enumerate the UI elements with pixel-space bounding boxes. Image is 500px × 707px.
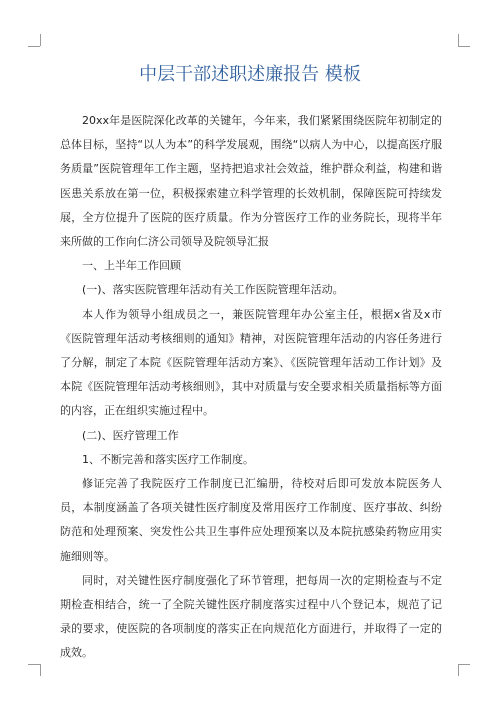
- subsection-heading-management-year: (一)、落实医院管理年活动有关工作医院管理年活动。: [82, 283, 344, 297]
- item-heading-system: 1、不断完善和落实医疗工作制度。: [82, 452, 254, 466]
- section-heading-review: 一、上半年工作回顾: [82, 259, 181, 273]
- document-body: [60, 109, 442, 666]
- paragraph-system-revision: 修证完善了我院医疗工作制度已汇编册，待校对后即可发放本院医务人员，本制度涵盖了各项关键性医疗制度及常用医疗工作制度、医疗事故、纠纷防范和处理预案、突发性公共卫生事件应处理预案以及本院抗感染药物应用实施细则等。: [60, 477, 442, 563]
- subsection-heading-medical-management: (二)、医疗管理工作: [82, 428, 179, 442]
- paragraph-management-year: 本人作为领导小组成员之一，兼医院管理年办公室主任，根据x省及x市《医院管理年活动考核细则的通知》精神，对医院管理年活动的内容任务进行了分解，制定了本院《医院管理年活动方案》、《医院管理年活动工作计划》及本院《医院管理年活动考核细则》，其中对质量与安全要求相关质量指标等方面的内容，正在组织实施过程中。: [60, 307, 442, 418]
- paragraph-process-management: 同时，对关键性医疗制度强化了环节管理，把每周一次的定期检查与不定期检查相结合，统一了全院关键性医疗制度落实过程中八个登记本，规范了记录的要求，使医院的各项制度的落实正在向规范化方面进行，并取得了一定的成效。: [60, 573, 442, 660]
- document-title: 中层干部述职述廉报告 模板: [139, 64, 361, 85]
- paragraph-intro: 20xx年是医院深化改革的关键年，今年来，我们紧紧围绕医院年初制定的总体目标，坚持“以人为本”的科学发展观，围绕“以病人为中心，以提高医疗服务质量”医院管理年工作主题，坚持把追求社会效益，维护群众利益，构建和谐医患关系放在第一位，积极探索建立科学管理的长效机制，保障医院可持续发展，全方位提升了医院的医疗质量。作为分管医疗工作的业务院长，现将半年来所做的工作向仁济公司领导及院领导汇报: [60, 114, 442, 249]
